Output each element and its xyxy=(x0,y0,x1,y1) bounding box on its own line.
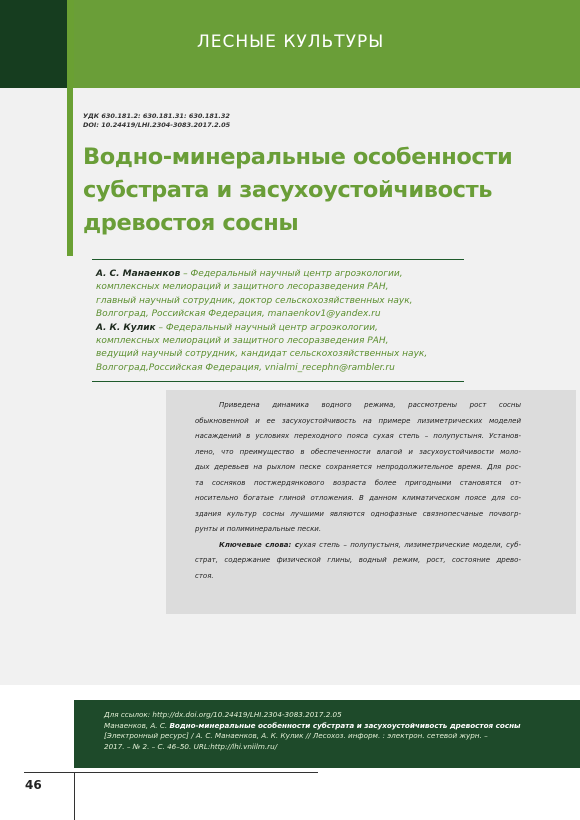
abstract-line: обыкновенной и ее засухоустойчивость на примере лизиметрических моделей xyxy=(195,416,521,425)
abstract-text xyxy=(195,398,521,584)
abstract-line: здания культур сосны лучшими являются однофазные связнопесчаные почвогр- xyxy=(195,509,521,518)
footer-rule xyxy=(24,772,318,773)
author-1-line xyxy=(96,268,516,281)
author-2-position: ведущий научный сотрудник, кандидат сельскохозяйственных наук, xyxy=(96,349,428,360)
author-2-affiliation: – Федеральный научный центр агроэкологии, xyxy=(155,322,378,333)
header-dark-block xyxy=(0,0,67,88)
keywords-label: Ключевые слова: с xyxy=(219,540,299,549)
author-2-location-email[interactable]: Волгоград,Российская Федерация, vnialmi_recephn@rambler.ru xyxy=(96,362,395,373)
section-title: ЛЕСНЫЕ КУЛЬТУРЫ xyxy=(197,32,385,52)
citation-author: Манаенков, А. С. xyxy=(104,720,170,730)
doi-code: DOI: 10.24419/LHI.2304-3083.2017.2.05 xyxy=(83,121,231,129)
title-line: древостоя сосны xyxy=(83,210,299,236)
authors-bottom-rule xyxy=(92,381,464,382)
authors-block xyxy=(96,268,516,375)
author-1-position: главный научный сотрудник, доктор сельскохозяйственных наук, xyxy=(96,295,413,306)
title-line: Водно-минеральные особенности xyxy=(83,144,513,170)
title-line: субстрата и засухоустойчивость xyxy=(83,177,493,203)
citation-text xyxy=(104,710,564,752)
header-accent-stripe xyxy=(67,0,74,88)
udk-code: УДК 630.181.2: 630.181.31: 630.181.32 xyxy=(83,112,230,120)
citation-line-3: [Электронный ресурс] / А. С. Манаенков, А. К. Кулик // Лесохоз. информ. : электрон. сетевой журн. – xyxy=(104,731,488,741)
page-number: 46 xyxy=(25,778,42,792)
abstract-line: Приведена динамика водного режима, рассмотрены рост сосны xyxy=(219,401,521,409)
abstract-line: та сосняков постжердянкового возраста более пригодными становятся от- xyxy=(195,478,521,487)
author-2-name: А. К. Кулик xyxy=(96,322,156,333)
abstract-line: насаждений в условиях переходного пояса сухая степь – полупустыня. Установ- xyxy=(195,432,521,440)
article-title xyxy=(83,141,513,240)
citation-doi-link[interactable]: Для ссылок: http://dx.doi.org/10.24419/LHI.2304-3083.2017.2.05 xyxy=(104,710,342,719)
abstract-line: рунты и полиминеральные пески. xyxy=(195,525,322,533)
author-1-affiliation: – Федеральный научный центр агроэкологии, xyxy=(180,269,403,279)
abstract-line: дых деревьев на рыхлом песке сохраняется непродолжительное время. Для рос- xyxy=(195,463,521,471)
author-1-name: А. С. Манаенков xyxy=(96,269,181,279)
keywords-line: стоя. xyxy=(195,571,214,580)
author-1-location-email[interactable]: Волгоград, Российская Федерация, manaenkov1@yandex.ru xyxy=(96,309,381,320)
abstract-line: носительно богатые глиной отложения. В данном климатическом поясе для со- xyxy=(195,494,521,502)
authors-top-rule xyxy=(92,259,464,260)
abstract-line: лено, что преимущество в обеспеченности влагой и засухоустойчивости моло- xyxy=(195,447,521,456)
keywords-line: страт, содержание физической глины, водный режим, рост, состояние древо- xyxy=(195,556,521,564)
keywords-line xyxy=(195,538,521,554)
citation-line-2 xyxy=(104,721,564,732)
keywords-text: ухая степь – полупустыня, лизиметрические модели, суб- xyxy=(299,540,521,549)
citation-title: Водно-минеральные особенности субстрата и засухоустойчивость древостоя сосны xyxy=(169,720,521,730)
footer-divider xyxy=(74,772,75,820)
citation-line-4[interactable]: 2017. – № 2. – С. 46–50. URL:http://lhi.vniilm.ru/ xyxy=(104,741,278,751)
author-2-line xyxy=(96,322,516,335)
author-1-affiliation-2: комплексных мелиораций и защитного лесоразведения РАН, xyxy=(96,282,389,293)
author-2-affiliation-2: комплексных мелиораций и защитного лесоразведения РАН, xyxy=(96,336,389,347)
left-accent-bar xyxy=(67,88,73,256)
